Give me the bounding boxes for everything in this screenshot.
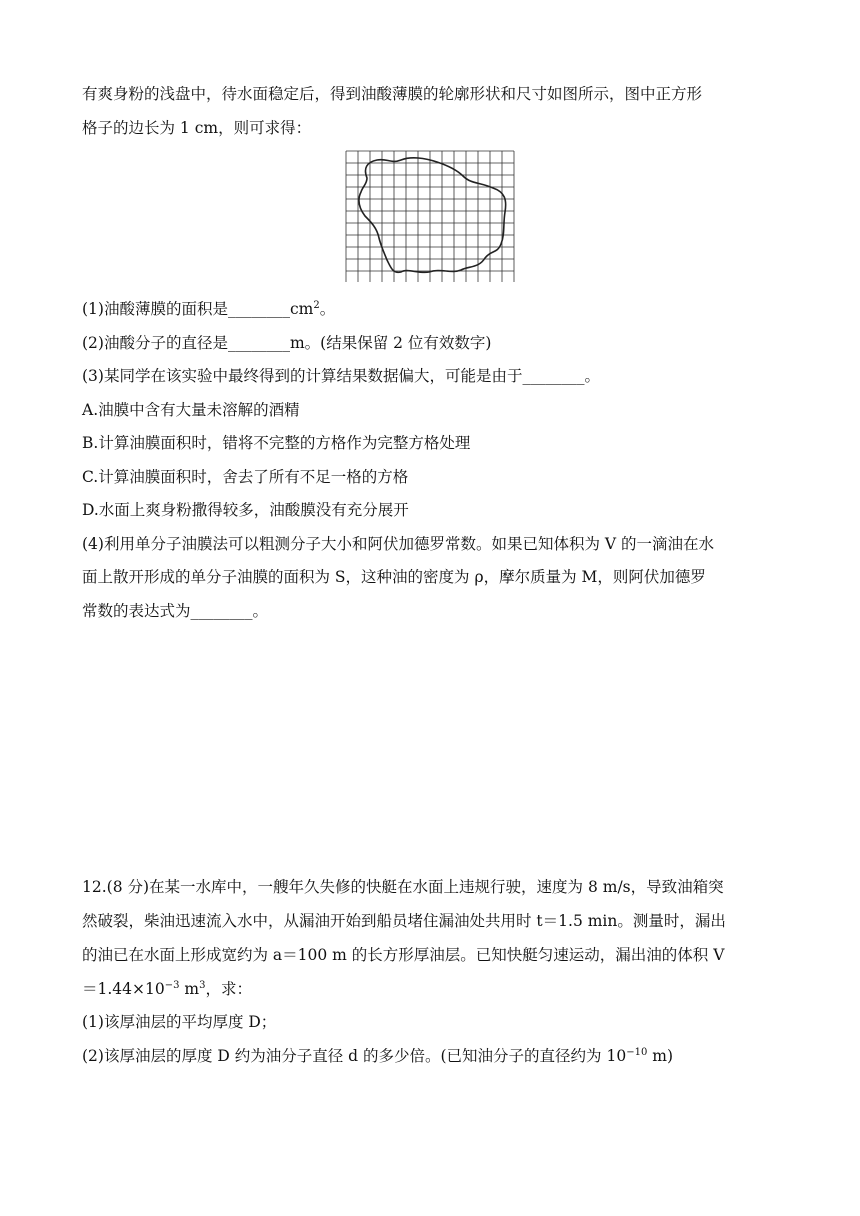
q12-sub-2-exponent: −10 — [626, 1047, 648, 1058]
q12-volume-unit: m — [179, 980, 200, 998]
q11-part-3: (3)某同学在该实验中最终得到的计算结果数据偏大，可能是由于________。 — [82, 367, 600, 385]
q11-option-b: B.计算油膜面积时，错将不完整的方格作为完整方格处理 — [82, 434, 471, 452]
q11-option-a: A.油膜中含有大量未溶解的酒精 — [82, 401, 300, 419]
q12-sub-2-end: m) — [647, 1047, 673, 1065]
q12-line-3: 的油已在水面上形成宽约为 a＝100 m 的长方形厚油层。已知快艇匀速运动，漏出油的体积 V — [82, 946, 725, 964]
q12-sub-1: (1)该厚油层的平均厚度 D； — [82, 1013, 277, 1031]
q11-part-1 — [82, 299, 335, 319]
q12-line-1: 12.(8 分)在某一水库中，一艘年久失修的快艇在水面上违规行驶，速度为 8 m/s，导致油箱突 — [82, 878, 724, 896]
q12-volume-exponent: −3 — [164, 980, 180, 991]
q12-line-2: 然破裂，柴油迅速流入水中，从漏油开始到船员堵住漏油处共用时 t＝1.5 min。测量时，漏出 — [82, 912, 726, 930]
q12-volume-text: ＝1.44×10 — [82, 980, 165, 998]
q11-part-1-end: 。 — [319, 300, 336, 318]
q12-volume-end: ，求： — [205, 980, 252, 998]
oil-film-grid-figure — [345, 150, 515, 282]
q11-part-4-line-2: 面上散开形成的单分子油膜的面积为 S，这种油的密度为 ρ，摩尔质量为 M，则阿伏加德罗 — [82, 568, 706, 586]
q12-sub-2-text: (2)该厚油层的厚度 D 约为油分子直径 d 的多少倍。(已知油分子的直径约为 10 — [82, 1047, 627, 1065]
intro-line-2: 格子的边长为 1 cm，则可求得： — [82, 119, 312, 137]
q12-sub-2 — [82, 1046, 673, 1066]
grid-lines — [346, 151, 514, 282]
q11-option-d: D.水面上爽身粉撒得较多，油酸膜没有充分展开 — [82, 501, 409, 519]
intro-line-1: 有爽身粉的浅盘中，待水面稳定后，得到油酸薄膜的轮廓形状和尺寸如图所示，图中正方形 — [82, 85, 703, 103]
q12-line-4 — [82, 979, 252, 999]
q11-part-1-superscript: 2 — [313, 300, 320, 311]
q11-part-2: (2)油酸分子的直径是________m。(结果保留 2 位有效数字) — [82, 334, 492, 352]
q11-option-c: C.计算油膜面积时，舍去了所有不足一格的方格 — [82, 468, 409, 486]
q11-part-4-line-1: (4)利用单分子油膜法可以粗测分子大小和阿伏加德罗常数。如果已知体积为 V 的一滴油在水 — [82, 535, 715, 553]
q12-volume-unit-exponent: 3 — [199, 980, 206, 991]
q11-part-1-text: (1)油酸薄膜的面积是________cm — [82, 300, 314, 318]
q11-part-4-line-3: 常数的表达式为________。 — [82, 602, 269, 620]
